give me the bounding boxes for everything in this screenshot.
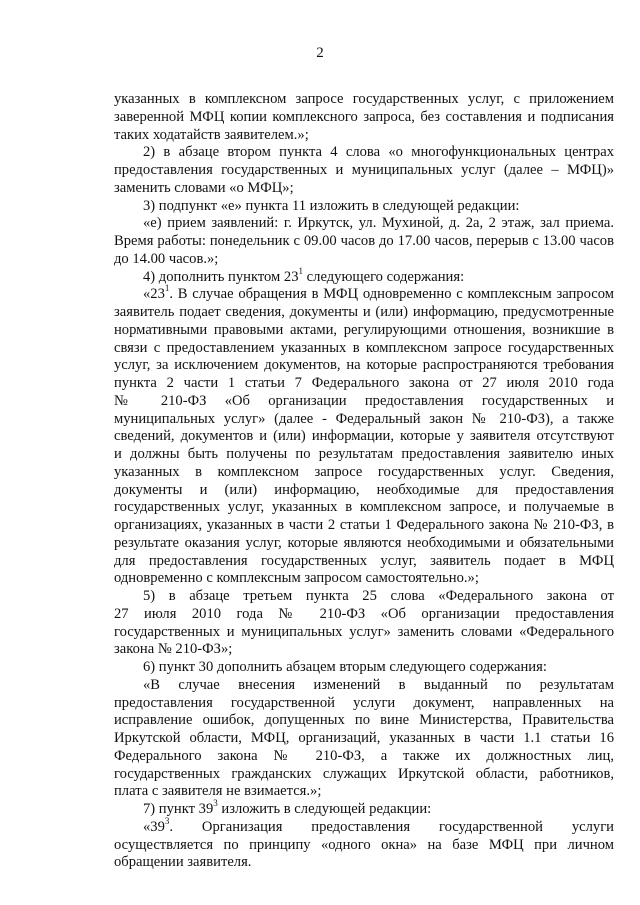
- text-segment: изложить в следующей редакции:: [217, 801, 432, 817]
- text-line: пункта 2 части 1 статьи 7 Федерального закона от 27 июля 2010 года: [114, 375, 614, 391]
- text-line: плата с заявителя не взимается.»;: [114, 783, 322, 800]
- text-line: исправление ошибок, допущенных по вине Министерства, Правительства: [114, 712, 614, 729]
- text-segment: . В случае обращения в МФЦ одновременно с комплексным запросом: [169, 286, 614, 303]
- text-segment: «23: [143, 286, 165, 303]
- text-line: государственных гражданских служащих Иркутской области, работников,: [114, 765, 614, 782]
- text-line: заменить словами «о МФЦ»;: [114, 179, 294, 196]
- text-line: Время работы: понедельник с 09.00 часов до 17.00 часов, перерыв с 13.00 часов: [114, 233, 614, 249]
- text-line: 5) в абзаце третьем пункта 25 слова «Федерального закона от: [143, 588, 614, 604]
- text-line: предоставления государственной услуги документ, направленных на: [114, 694, 614, 711]
- superscript: 3: [213, 798, 218, 809]
- text-line: 27 июля 2010 года № 210-ФЗ «Об организации предоставления: [114, 605, 614, 622]
- superscript: 3: [164, 815, 170, 826]
- text-line: одновременно с комплексным запросом самостоятельно.»;: [114, 570, 479, 587]
- text-segment: . Организация предоставления государственной услуги: [169, 818, 614, 835]
- text-line: заверенной МФЦ копии комплексного запроса, без составления и подписания: [114, 108, 614, 125]
- text-line: 3) подпункт «е» пункта 11 изложить в следующей редакции:: [143, 197, 520, 214]
- text-line: документы и (или) информацию, необходимые для предоставления: [114, 481, 614, 498]
- text-segment: следующего содержания:: [303, 268, 465, 285]
- text-line: предоставления государственных и муниципальных услуг (далее – МФЦ)»: [114, 162, 614, 178]
- text-line: Иркутской области, МФЦ, организаций, указанных в части 1.1 статьи 16: [114, 730, 614, 746]
- superscript: 1: [164, 283, 170, 294]
- text-line: муниципальных услуг» (далее - Федеральный закон № 210-ФЗ), а также: [114, 410, 614, 427]
- text-line: и должны быть получены по результатам предоставления заявителю иных: [114, 446, 614, 462]
- text-line: 6) пункт 30 дополнить абзацем вторым следующего содержания:: [143, 659, 547, 675]
- text-line: результате оказания услуг, которые являются необходимыми и обязательными: [114, 534, 614, 551]
- text-segment: 7) пункт 39: [143, 801, 214, 817]
- text-line: указанных в комплексном запросе государственных услуг. Сведения,: [114, 463, 614, 480]
- text-line: осуществляется по принципу «одного окна» на базе МФЦ при личном: [114, 836, 614, 853]
- text-line: закона № 210-ФЗ»;: [114, 641, 233, 658]
- text-line: «е) прием заявлений: г. Иркутск, ул. Мухиной, д. 2а, 2 этаж, зал приема.: [143, 215, 614, 232]
- superscript: 1: [298, 265, 304, 276]
- text-line: до 14.00 часов.»;: [114, 250, 219, 267]
- text-line: для предоставления государственных услуг, заявитель подает в МФЦ: [114, 552, 614, 569]
- text-segment: 4) дополнить пунктом 23: [143, 268, 299, 285]
- text-line: обращении заявителя.: [114, 854, 252, 871]
- text-line: нормативными правовыми актами, регулирующими отношения, возникшие в: [114, 321, 614, 338]
- page-number: 2: [316, 45, 324, 61]
- text-line: заявитель подает сведения, документы и (или) информацию, предусмотренные: [114, 304, 614, 320]
- text-line: услуг, за исключением документов, на которые распространяются требования: [114, 357, 614, 374]
- text-line: [143, 815, 614, 836]
- text-line: связи с предоставлением указанных в комплексном запросе государственных: [114, 339, 614, 356]
- text-line: таких ходатайств заявителем.»;: [114, 126, 309, 143]
- text-segment: «39: [143, 818, 165, 835]
- text-line: организациях, указанных в части 2 статьи 1 Федерального закона № 210-ФЗ, в: [114, 517, 614, 533]
- text-line: Федерального закона № 210-ФЗ, а также их должностных лиц,: [114, 747, 614, 764]
- text-line: [143, 283, 614, 303]
- text-line: государственных и муниципальных услуг» заменить словами «Федерального: [114, 623, 614, 640]
- text-line: государственных услуг, указанных в комплексном запросе, и получаемые в: [114, 499, 614, 516]
- text-line: [143, 265, 614, 286]
- text-line: сведений, документов и (или) информации, которые у заявителя отсутствуют: [114, 428, 614, 445]
- text-line: № 210-ФЗ «Об организации предоставления государственных и: [114, 392, 614, 409]
- text-line: указанных в комплексном запросе государственных услуг, с приложением: [114, 91, 614, 107]
- text-line: «В случае внесения изменений в выданный по результатам: [143, 676, 614, 693]
- text-line: [143, 798, 614, 818]
- text-line: 2) в абзаце втором пункта 4 слова «о многофункциональных центрах: [143, 144, 614, 161]
